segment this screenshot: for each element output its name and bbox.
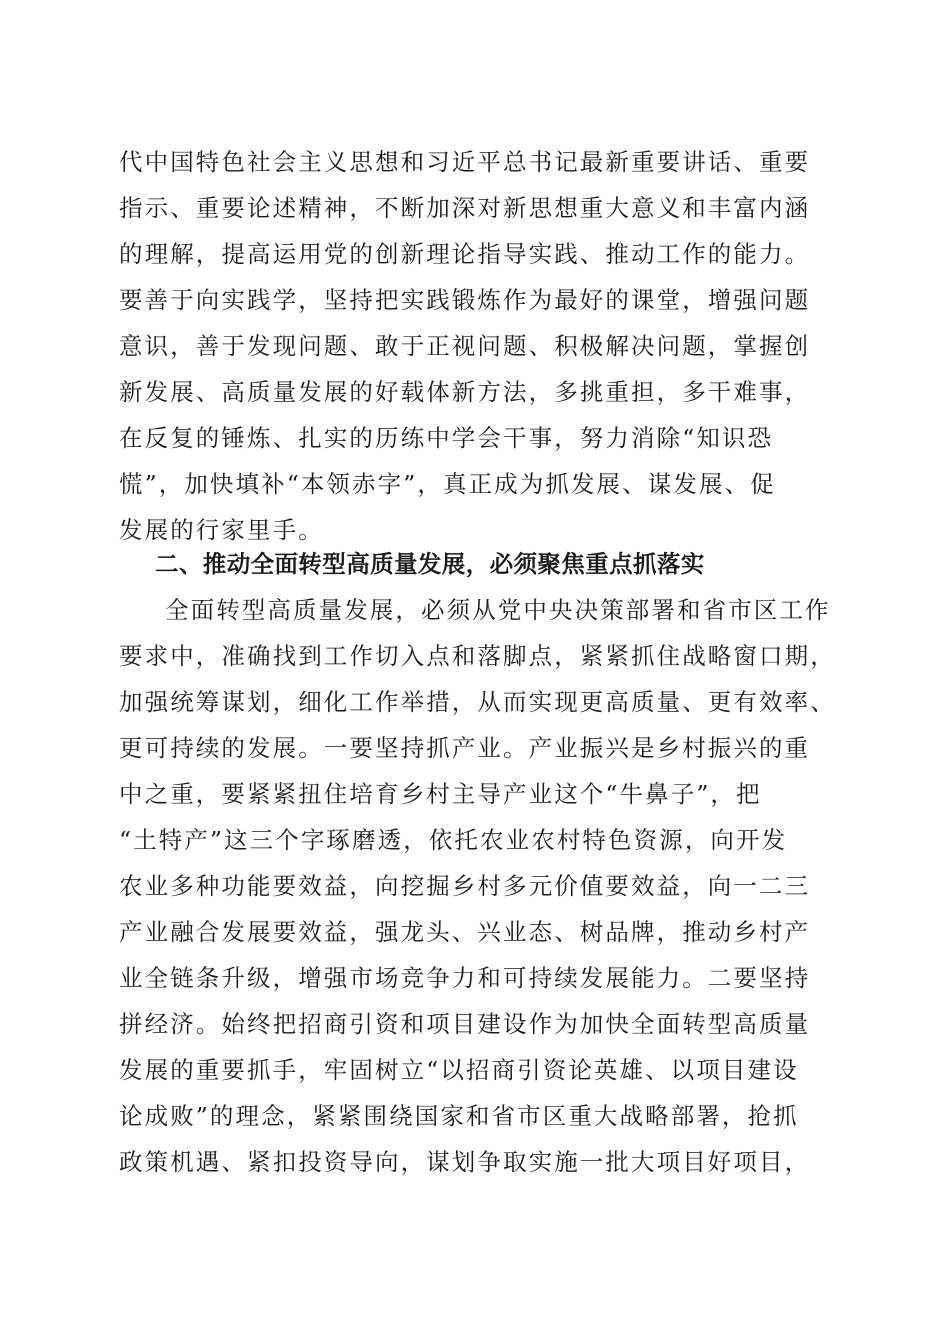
- text-line: 代中国特色社会主义思想和习近平总书记最新重要讲话、重要: [119, 148, 811, 176]
- text-line: 拼经济。始终把招商引资和项目建设作为加快全面转型高质量: [119, 1010, 811, 1038]
- text-line: 要善于向实践学，坚持把实践锻炼作为最好的课堂，增强问题: [119, 286, 811, 314]
- text-line: 发展的行家里手。: [119, 516, 324, 544]
- text-line: 中之重，要紧紧扭住培育乡村主导产业这个“牛鼻子”，把: [119, 780, 762, 808]
- text-line: 加强统筹谋划，细化工作举措，从而实现更高质量、更有效率、: [119, 688, 836, 716]
- text-line: “土特产”这三个字琢磨透，依托农业农村特色资源，向开发: [119, 826, 788, 854]
- text-line: 指示、重要论述精神，不断加深对新思想重大意义和丰富内涵: [119, 194, 811, 222]
- text-line: 意识，善于发现问题、敢于正视问题、积极解决问题，掌握创: [119, 332, 811, 360]
- text-line: 新发展、高质量发展的好载体新方法，多挑重担，多干难事，: [119, 378, 811, 406]
- section-heading-block: [119, 541, 839, 587]
- text-line: 要求中，准确找到工作切入点和落脚点，紧紧抓住战略窗口期，: [119, 642, 836, 670]
- text-line: 在反复的锤炼、扎实的历练中学会干事，努力消除“知识恐: [119, 424, 774, 452]
- section-heading: 二、推动全面转型高质量发展，必须聚焦重点抓落实: [155, 550, 705, 578]
- text-line: 慌”，加快填补“本领赤字”，真正成为抓发展、谋发展、促: [119, 470, 776, 498]
- text-line: 的理解，提高运用党的创新理论指导实践、推动工作的能力。: [119, 240, 811, 268]
- text-line: 农业多种功能要效益，向挖掘乡村多元价值要效益，向一二三: [119, 872, 811, 900]
- text-line: 论成败”的理念，紧紧围绕国家和省市区重大战略部署，抢抓: [119, 1102, 799, 1130]
- text-line: 更可持续的发展。一要坚持抓产业。产业振兴是乡村振兴的重: [119, 734, 811, 762]
- text-line: 业全链条升级，增强市场竞争力和可持续发展能力。二要坚持: [119, 964, 811, 992]
- paragraph-1: [119, 139, 839, 553]
- paragraph-2: [119, 587, 839, 1185]
- text-line: 产业融合发展要效益，强龙头、兴业态、树品牌，推动乡村产: [119, 918, 811, 946]
- text-line: 政策机遇、紧扣投资导向，谋划争取实施一批大项目好项目，: [119, 1148, 811, 1176]
- text-line: 全面转型高质量发展，必须从党中央决策部署和省市区工作: [165, 596, 831, 624]
- text-line: 发展的重要抓手，牢固树立“以招商引资论英雄、以项目建设: [119, 1056, 799, 1084]
